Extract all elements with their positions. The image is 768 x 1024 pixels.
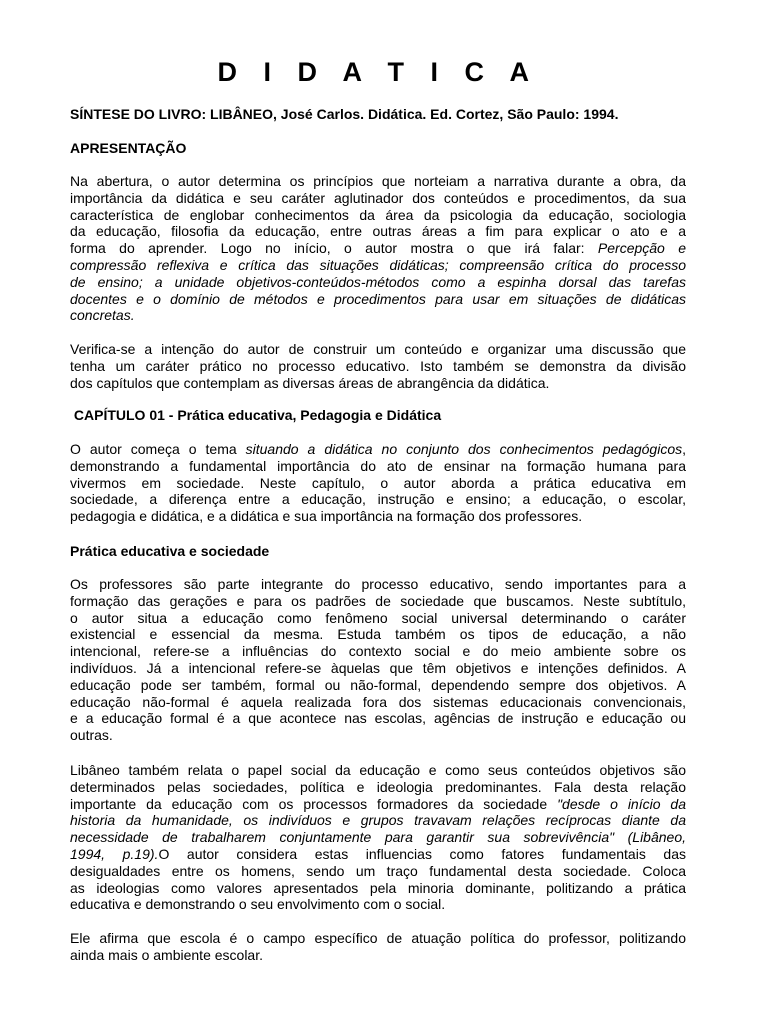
text-span: importante da educação com os processos formadores da sociedade xyxy=(70,795,558,812)
paragraph-capitulo-01 xyxy=(70,441,686,525)
text-line: as ideologias como valores apresentados pela minoria dominante, politizando a prática xyxy=(70,879,686,896)
text-line: dos capítulos que contemplam as diversas áreas de abrangência da didática. xyxy=(70,374,550,391)
text-line: Na abertura, o autor determina os princípios que norteiam a narrativa durante a obra, da xyxy=(70,173,686,189)
text-line: ainda mais o ambiente escolar. xyxy=(70,946,263,963)
text-line: Libâneo também relata o papel social da educação e como seus conteúdos objetivos são xyxy=(70,762,686,778)
text-line xyxy=(70,307,686,324)
italic-quote: docentes e o domínio de métodos e procedimentos para usar em situações de didáticas xyxy=(70,290,686,307)
italic-quote: necessidade de trabalharem conjuntamente para garantir sua sobrevivência" (Libâneo, xyxy=(70,829,686,846)
italic-quote: Percepção e xyxy=(597,240,686,257)
italic-quote: situando a didática no conjunto dos conhecimentos pedagógicos xyxy=(245,441,683,457)
italic-quote: compressão reflexiva e crítica das situações didáticas; compreensão crítica do processo xyxy=(70,256,686,273)
text-line: educação não-formal é aquela realizada fora dos sistemas educacionais convencionais, xyxy=(70,693,686,710)
paragraph-pratica-2 xyxy=(70,762,686,913)
text-line xyxy=(70,796,686,813)
italic-quote: "desde o início da xyxy=(557,795,686,812)
text-line: o autor situa a educação como fenômeno social universal determinando o caráter xyxy=(70,609,686,626)
text-span: , xyxy=(682,441,686,457)
text-line: da educação, filosofia da educação, entre outras áreas a fim para explicar o ato e a xyxy=(70,223,686,240)
text-line: pedagogia e didática, e a didática e sua importância na formação dos professores. xyxy=(70,508,583,525)
paragraph-apresentacao-1 xyxy=(70,173,686,324)
text-line: importância da didática e seu caráter aglutinador dos conteúdos e procedimentos, da sua xyxy=(70,189,686,206)
section-heading-apresentacao: APRESENTAÇÃO xyxy=(70,140,187,156)
page-title: D I D A T I C A xyxy=(217,57,539,87)
italic-quote: concretas. xyxy=(70,307,135,324)
text-line xyxy=(70,257,686,274)
text-line: educação pode ser também, formal ou não-formal, dependendo sempre dos objetivos. A xyxy=(70,676,686,693)
text-line: formação das gerações e para os padrões de sociedade que buscamos. Neste subtítulo, xyxy=(70,592,686,609)
section-heading-capitulo-01: CAPÍTULO 01 - Prática educativa, Pedagogia e Didática xyxy=(70,407,442,423)
text-line: intencional, refere-se a influências do contexto social e do meio ambiente sobre os xyxy=(70,643,686,660)
text-line xyxy=(70,291,686,308)
text-line: determinados pelas sociedades, política e ideologia predominantes. Fala desta relação xyxy=(70,778,686,795)
text-line: característica de englobar conhecimentos da área da psicologia da educação, sociologia xyxy=(70,206,686,223)
text-line: Os professores são parte integrante do processo educativo, sendo importantes para a xyxy=(70,576,686,592)
text-line xyxy=(70,441,686,458)
text-line xyxy=(70,829,686,846)
text-line: indivíduos. Já a intencional refere-se àquelas que têm objetivos e intenções definidos. A xyxy=(70,659,686,676)
italic-quote: de ensino; a unidade objetivos-conteúdos-métodos como a espinha dorsal das tarefas xyxy=(70,273,686,290)
paragraph-apresentacao-2 xyxy=(70,341,686,391)
section-heading-pratica-educativa: Prática educativa e sociedade xyxy=(70,543,270,559)
paragraph-pratica-1 xyxy=(70,576,686,744)
text-line: desigualdades entre os homens, sendo um traço fundamental desta sociedade. Coloca xyxy=(70,862,686,879)
text-span: forma do aprender. Logo no início, o autor mostra o que irá falar: xyxy=(70,240,598,257)
text-line: vivermos em sociedade. Neste capítulo, o autor aborda a prática educativa em xyxy=(70,474,686,491)
text-line xyxy=(70,812,686,829)
text-line: Verifica-se a intenção do autor de construir um conteúdo e organizar uma discussão que xyxy=(70,341,686,357)
text-line: tenha um caráter prático no processo educativo. Isto também se demonstra da divisão xyxy=(70,357,686,374)
text-span: O autor considera estas influencias como fatores fundamentais das xyxy=(158,845,686,862)
paragraph-pratica-3 xyxy=(70,930,686,964)
text-line: existencial e essencial da mesma. Estuda também os tipos de educação, a não xyxy=(70,626,686,643)
italic-quote: historia da humanidade, os indivíduos e grupos travavam relações recíprocas diante da xyxy=(70,812,686,829)
text-span: O autor começa o tema xyxy=(70,441,246,457)
text-line xyxy=(70,846,686,863)
text-line: educativa e demonstrando o seu envolvimento com o social. xyxy=(70,896,446,913)
text-line: e a educação formal é a que acontece nas escolas, agências de instrução e educação ou xyxy=(70,710,686,727)
text-line: demonstrando a fundamental importância do ato de ensinar na formação humana para xyxy=(70,457,686,474)
italic-quote: 1994, p.19). xyxy=(70,845,159,862)
text-line xyxy=(70,274,686,291)
text-line: Ele afirma que escola é o campo específico de atuação política do professor, politizando xyxy=(70,930,686,946)
text-line: sociedade, a diferença entre a educação, instrução e ensino; a educação, o escolar, xyxy=(70,491,686,508)
book-reference: SÍNTESE DO LIVRO: LIBÂNEO, José Carlos. Didática. Ed. Cortez, São Paulo: 1994. xyxy=(70,106,619,122)
text-line: outras. xyxy=(70,727,113,744)
text-line xyxy=(70,240,686,257)
